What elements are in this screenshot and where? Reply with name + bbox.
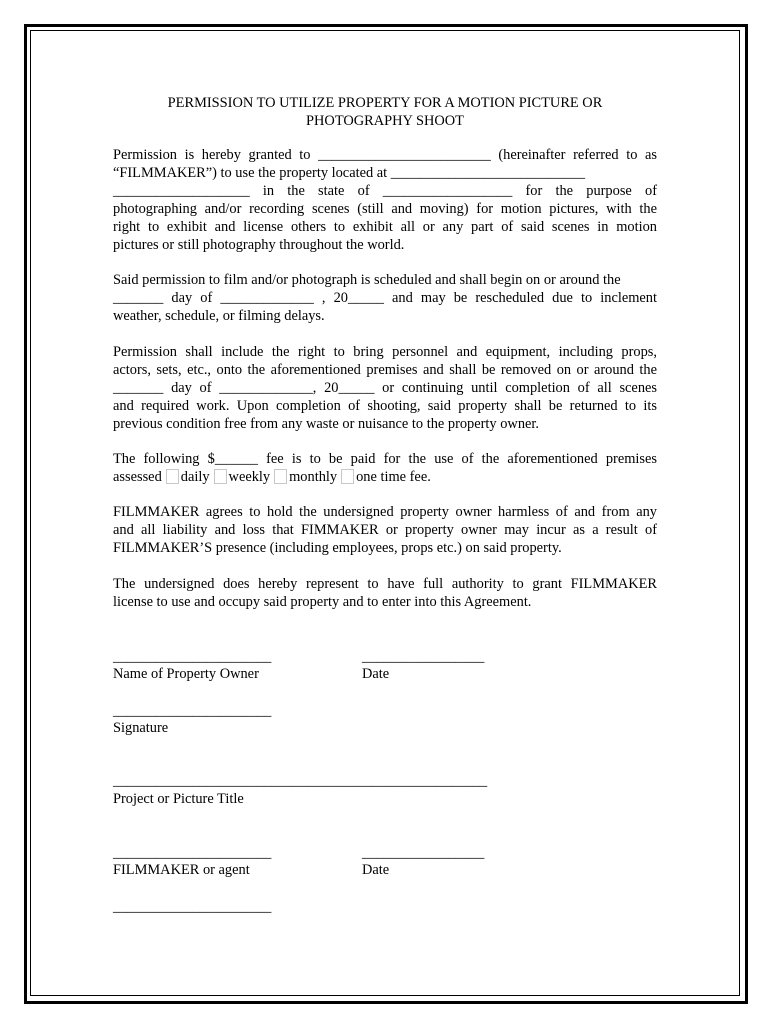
paragraph-permission-grant	[113, 147, 657, 254]
assessed-label: assessed	[113, 468, 162, 485]
title-line-1: PERMISSION TO UTILIZE PROPERTY FOR A MOTION PICTURE OR	[167, 95, 603, 111]
filmmaker-label: FILMMAKER or agent	[113, 862, 250, 878]
text-line: ___________________ in the state of __________________ for the purpose of	[113, 182, 657, 199]
signature-line[interactable]: ______________________	[113, 703, 272, 719]
owner-name-label: Name of Property Owner	[113, 666, 259, 682]
final-signature-line[interactable]: ______________________	[113, 899, 272, 915]
text-line: license to use and occupy said property and to enter into this Agreement.	[113, 593, 532, 610]
filmmaker-date-line[interactable]: _________________	[362, 845, 485, 861]
text-line: _______ day of _____________, 20_____ or continuing until completion of all scenes	[113, 379, 657, 396]
text-line: weather, schedule, or filming delays.	[113, 307, 325, 324]
text-line: Permission is hereby granted to ________________________ (hereinafter referred to as	[113, 147, 657, 163]
text-line: and all liability and loss that FIMMAKER or property owner may incur as a result of	[113, 521, 657, 538]
checkbox-monthly[interactable]	[274, 469, 287, 484]
owner-name-line[interactable]: ______________________	[113, 649, 272, 665]
document-title	[113, 94, 657, 130]
paragraph-liability	[113, 504, 657, 558]
fee-options-line	[113, 469, 657, 487]
filmmaker-line[interactable]: ______________________	[113, 845, 272, 861]
text-line: photographing and/or recording scenes (still and moving) for motion pictures, with the	[113, 200, 657, 217]
text-line: “FILMMAKER”) to use the property located at ___________________________	[113, 164, 586, 181]
text-line: Said permission to film and/or photograph is scheduled and shall begin on or around the	[113, 272, 621, 288]
owner-date-line[interactable]: _________________	[362, 649, 485, 665]
paragraph-authority	[113, 576, 657, 612]
text-line: Permission shall include the right to bring personnel and equipment, including props,	[113, 344, 657, 360]
one-time-label: one time fee.	[356, 468, 431, 485]
text-line: The following $______ fee is to be paid for the use of the aforementioned premises	[113, 451, 657, 467]
text-line: previous condition free from any waste or nuisance to the property owner.	[113, 415, 539, 432]
weekly-label: weekly	[228, 468, 271, 485]
filmmaker-date-label: Date	[362, 862, 390, 878]
project-title-line[interactable]: ____________________________________________________	[113, 773, 488, 789]
text-line: and required work. Upon completion of shooting, said property shall be returned to its	[113, 397, 657, 414]
monthly-label: monthly	[289, 468, 338, 485]
text-line: FILMMAKER’S presence (including employees, props etc.) on said property.	[113, 539, 562, 556]
text-line: pictures or still photography throughout the world.	[113, 236, 405, 253]
checkbox-daily[interactable]	[166, 469, 179, 484]
text-line: _______ day of _____________ , 20_____ and may be rescheduled due to inclement	[113, 289, 657, 306]
project-title-label: Project or Picture Title	[113, 791, 244, 807]
checkbox-one-time[interactable]	[341, 469, 354, 484]
text-line: FILMMAKER agrees to hold the undersigned property owner harmless of and from any	[113, 504, 657, 520]
paragraph-schedule	[113, 272, 657, 326]
owner-date-label: Date	[362, 666, 390, 682]
signature-label: Signature	[113, 720, 169, 736]
text-line: actors, sets, etc., onto the aforementioned premises and shall be removed on or around the	[113, 361, 657, 378]
text-line: right to exhibit and license others to exhibit all or any part of said scenes in motion	[113, 218, 657, 235]
paragraph-equipment	[113, 344, 657, 434]
paragraph-fee	[113, 451, 657, 487]
checkbox-weekly[interactable]	[214, 469, 227, 484]
daily-label: daily	[180, 468, 210, 485]
title-line-2: PHOTOGRAPHY SHOOT	[306, 113, 464, 129]
text-line: The undersigned does hereby represent to have full authority to grant FILMMAKER	[113, 576, 657, 592]
